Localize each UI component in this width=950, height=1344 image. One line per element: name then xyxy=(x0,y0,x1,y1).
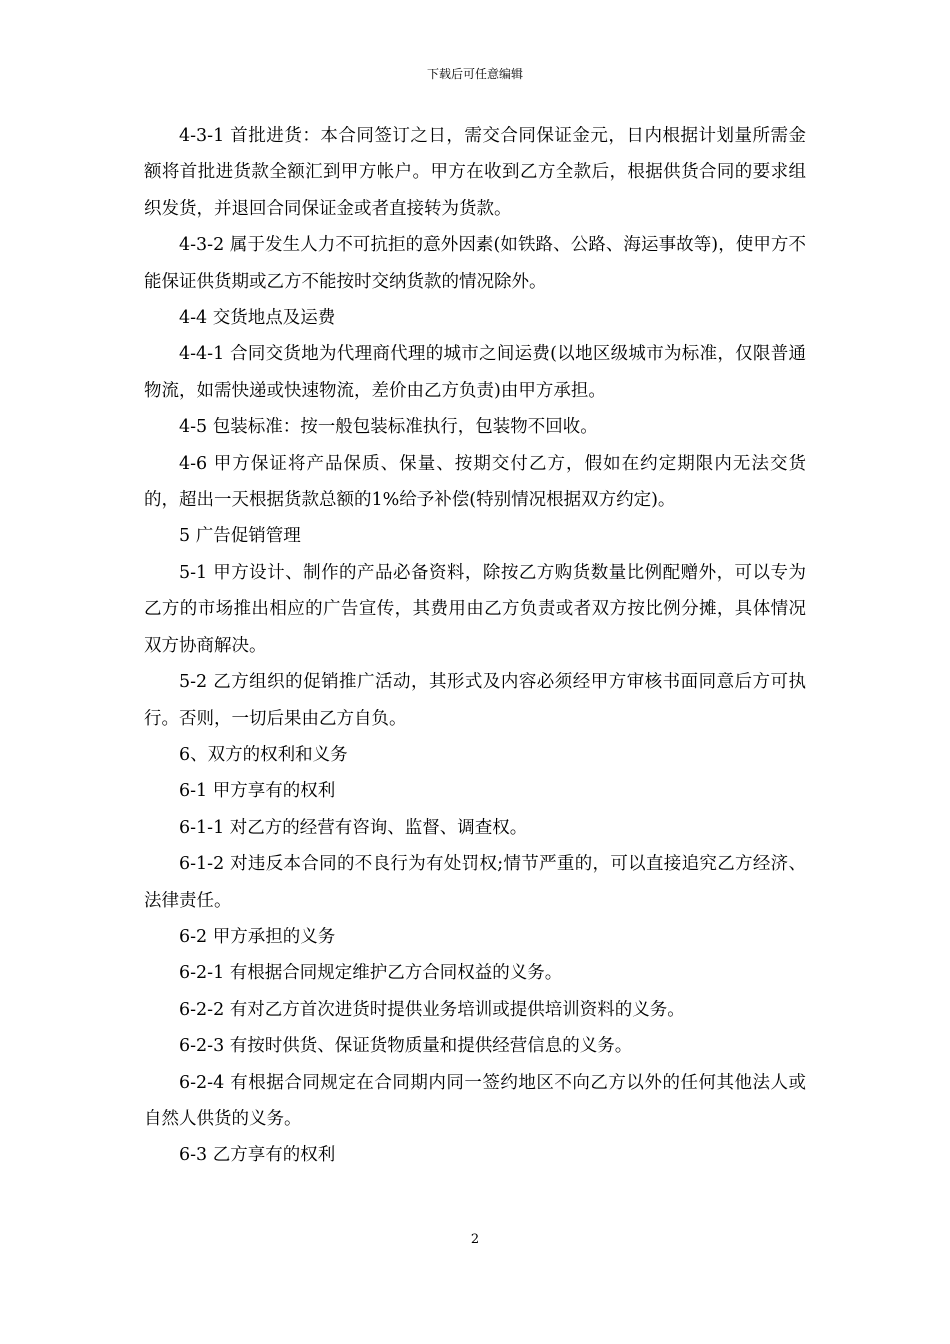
page-number: 2 xyxy=(470,1232,480,1247)
paragraph-6-2-2: 6-2-2 有对乙方首次进货时提供业务培训或提供培训资料的义务。 xyxy=(179,999,685,1020)
paragraph-5-1: 5-1 甲方设计、制作的产品必备资料，除按乙方购货数量比例配赠外，可以专为乙方的市场推出相应的广告宣传，其费用由乙方负责或者双方按比例分摊，具体情况双方协商解决。 xyxy=(144,562,806,656)
paragraph-4-5: 4-5 包装标准：按一般包装标准执行，包装物不回收。 xyxy=(179,417,598,438)
paragraph-6-1-2: 6-1-2 对违反本合同的不良行为有处罚权;情节严重的，可以直接追究乙方经济、法律责任。 xyxy=(144,854,806,911)
paragraph-6: 6、双方的权利和义务 xyxy=(179,744,348,765)
paragraph-5: 5 广告促销管理 xyxy=(179,526,301,547)
page-header: 下载后可任意编辑 xyxy=(426,67,523,81)
paragraph-4-4: 4-4 交货地点及运费 xyxy=(179,308,336,329)
paragraph-5-2: 5-2 乙方组织的促销推广活动，其形式及内容必须经甲方审核书面同意后方可执行。否则，一切后果由乙方自负。 xyxy=(144,672,806,729)
paragraph-6-2: 6-2 甲方承担的义务 xyxy=(179,926,336,947)
document-body xyxy=(144,118,806,1174)
paragraph-4-6: 4-6 甲方保证将产品保质、保量、按期交付乙方，假如在约定期限内无法交货的，超出一天根据货款总额的1%给予补偿(特别情况根据双方约定)。 xyxy=(144,453,806,511)
paragraph-4-3-2: 4-3-2 属于发生人力不可抗拒的意外因素(如铁路、公路、海运事故等)，使甲方不能保证供货期或乙方不能按时交纳货款的情况除外。 xyxy=(144,235,806,292)
paragraph-4-3-1: 4-3-1 首批进货：本合同签订之日，需交合同保证金元，日内根据计划量所需金额将首批进货款全额汇到甲方帐户。甲方在收到乙方全款后，根据供货合同的要求组织发货，并退回合同保证金或者直接转为货款。 xyxy=(144,126,806,219)
paragraph-4-4-1: 4-4-1 合同交货地为代理商代理的城市之间运费(以地区级城市为标准，仅限普通物流，如需快递或快速物流，差价由乙方负责)由甲方承担。 xyxy=(144,344,806,401)
paragraph-6-1: 6-1 甲方享有的权利 xyxy=(179,781,336,802)
paragraph-6-1-1: 6-1-1 对乙方的经营有咨询、监督、调查权。 xyxy=(179,817,528,838)
paragraph-6-3: 6-3 乙方享有的权利 xyxy=(179,1145,336,1166)
paragraph-6-2-3: 6-2-3 有按时供货、保证货物质量和提供经营信息的义务。 xyxy=(179,1036,633,1057)
paragraph-6-2-1: 6-2-1 有根据合同规定维护乙方合同权益的义务。 xyxy=(179,963,563,984)
paragraph-6-2-4: 6-2-4 有根据合同规定在合同期内同一签约地区不向乙方以外的任何其他法人或自然人供货的义务。 xyxy=(144,1072,806,1129)
